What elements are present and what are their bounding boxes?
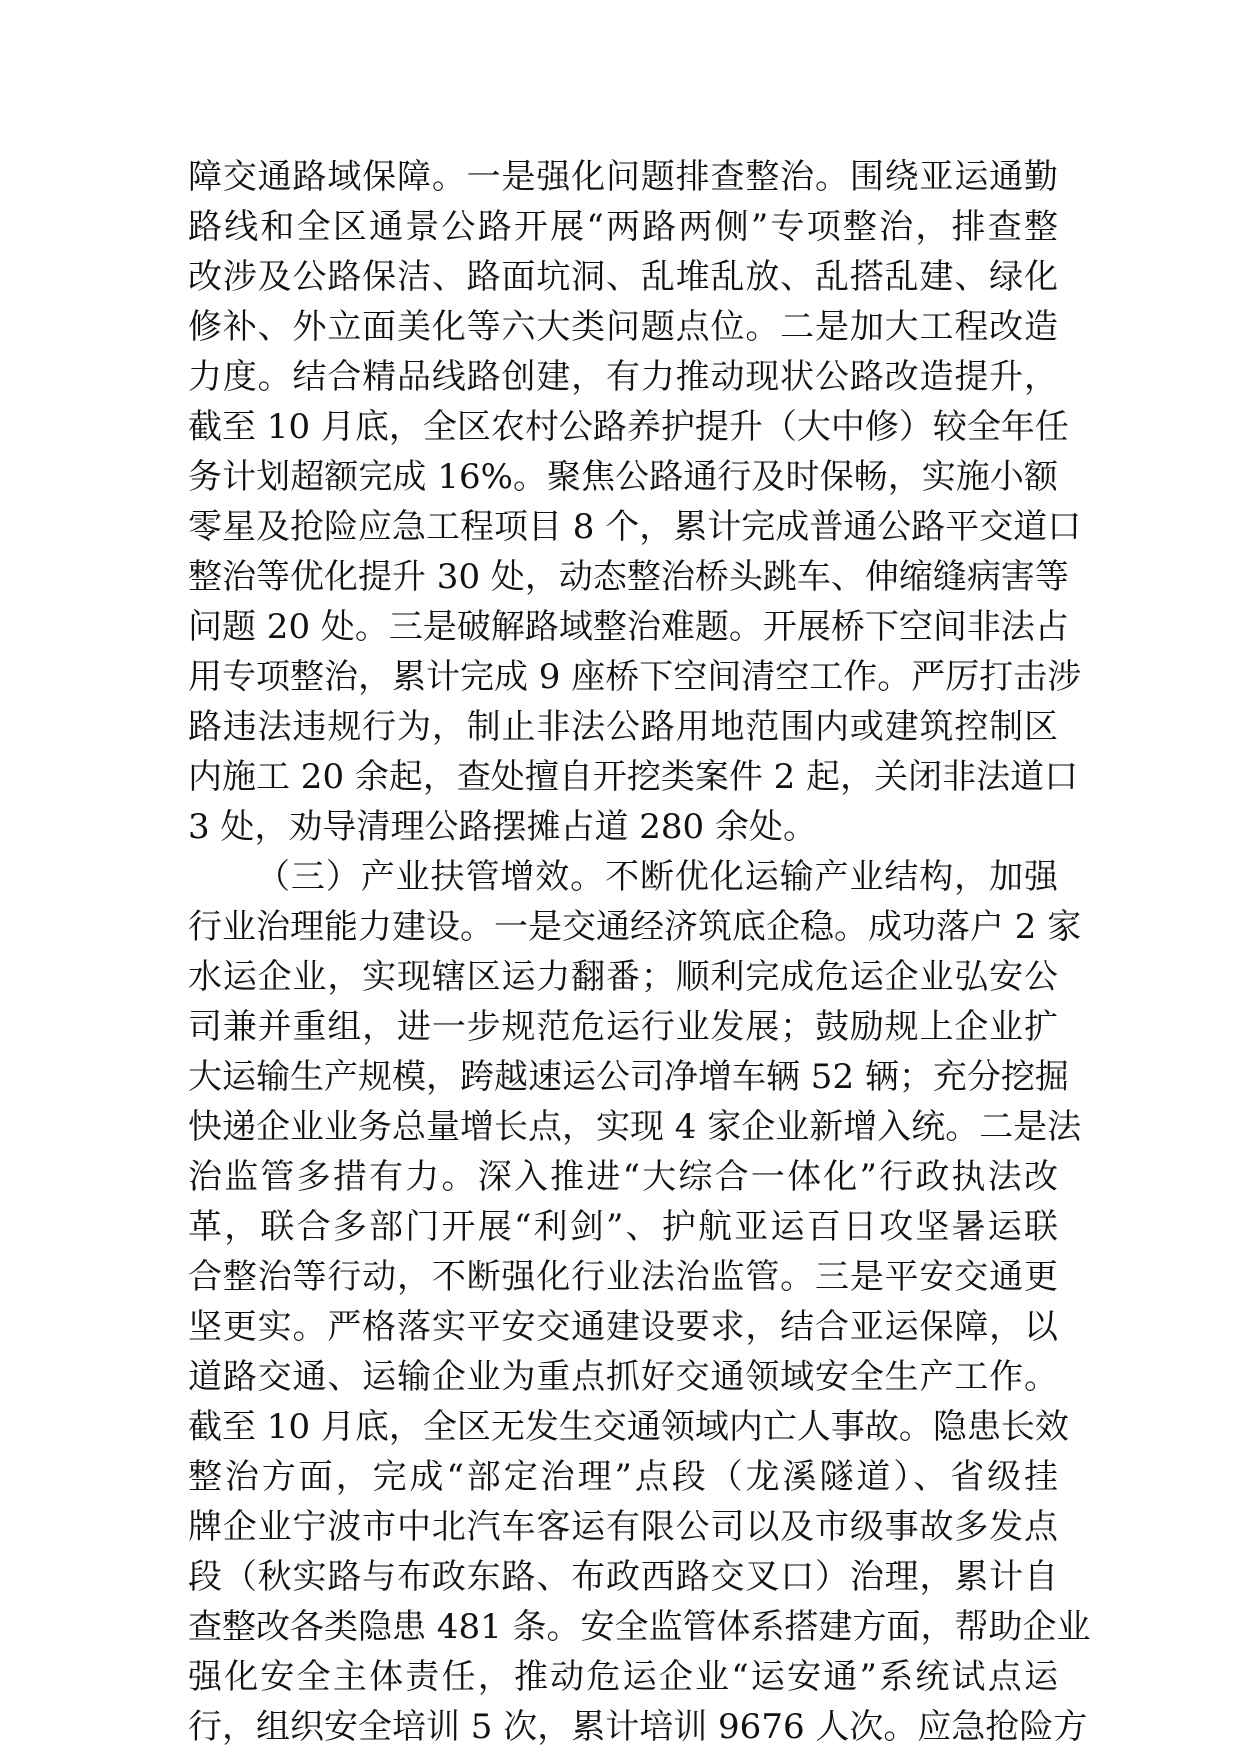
text-line: 大运输生产规模，跨越速运公司净增车辆 52 辆；充分挖掘 — [188, 1057, 1069, 1097]
text-line: 行业治理能力建设。一是交通经济筑底企稳。成功落户 2 家 — [188, 907, 1082, 947]
text-line: 用专项整治，累计完成 9 座桥下空间清空工作。严厉打击涉 — [188, 657, 1082, 697]
text-line: 障交通路域保障。一是强化问题排查整治。围绕亚运通勤 — [188, 157, 1058, 197]
text-line: 路线和全区通景公路开展“两路两侧”专项整治，排查整 — [188, 207, 1058, 247]
text-line: 行，组织安全培训 5 次，累计培训 9676 人次。应急抢险方 — [188, 1707, 1088, 1747]
text-line: 道路交通、运输企业为重点抓好交通领域安全生产工作。 — [188, 1357, 1058, 1397]
text-line: 整治方面，完成“部定治理”点段（龙溪隧道）、省级挂 — [188, 1457, 1058, 1497]
text-line: 牌企业宁波市中北汽车客运有限公司以及市级事故多发点 — [188, 1507, 1058, 1547]
text-line: 内施工 20 余起，查处擅自开挖类案件 2 起，关闭非法道口 — [188, 757, 1079, 797]
body-text — [188, 152, 1091, 1752]
text-line: 路违法违规行为，制止非法公路用地范围内或建筑控制区 — [188, 707, 1058, 747]
text-line: 强化安全主体责任，推动危运企业“运安通”系统试点运 — [188, 1657, 1058, 1697]
text-line: 力度。结合精品线路创建，有力推动现状公路改造提升， — [188, 357, 1058, 397]
text-line: 问题 20 处。三是破解路域整治难题。开展桥下空间非法占 — [188, 607, 1069, 647]
text-line: 查整改各类隐患 481 条。安全监管体系搭建方面，帮助企业 — [188, 1607, 1091, 1647]
text-line: 务计划超额完成 16%。聚焦公路通行及时保畅，实施小额 — [188, 457, 1058, 497]
text-line: 截至 10 月底，全区农村公路养护提升（大中修）较全年任 — [188, 407, 1069, 447]
text-line: 零星及抢险应急工程项目 8 个，累计完成普通公路平交道口 — [188, 507, 1082, 547]
text-line: 段（秋实路与布政东路、布政西路交叉口）治理，累计自 — [188, 1557, 1058, 1597]
section-heading-line: （三）产业扶管增效。不断优化运输产业结构，加强 — [256, 857, 1058, 897]
text-line: 治监管多措有力。深入推进“大综合一体化”行政执法改 — [188, 1157, 1058, 1197]
text-line: 司兼并重组，进一步规范危运行业发展；鼓励规上企业扩 — [188, 1007, 1058, 1047]
paragraph-end-line: 3 处，劝导清理公路摆摊占道 280 余处。 — [188, 807, 817, 847]
text-line: 整治等优化提升 30 处，动态整治桥头跳车、伸缩缝病害等 — [188, 557, 1069, 597]
text-line: 革，联合多部门开展“利剑”、护航亚运百日攻坚暑运联 — [188, 1207, 1058, 1247]
text-line: 水运企业，实现辖区运力翻番；顺利完成危运企业弘安公 — [188, 957, 1058, 997]
text-line: 改涉及公路保洁、路面坑洞、乱堆乱放、乱搭乱建、绿化 — [188, 257, 1058, 297]
text-line: 修补、外立面美化等六大类问题点位。二是加大工程改造 — [188, 307, 1058, 347]
text-line: 快递企业业务总量增长点，实现 4 家企业新增入统。二是法 — [188, 1107, 1082, 1147]
text-line: 坚更实。严格落实平安交通建设要求，结合亚运保障，以 — [188, 1307, 1058, 1347]
text-line: 截至 10 月底，全区无发生交通领域内亡人事故。隐患长效 — [188, 1407, 1069, 1447]
text-line: 合整治等行动，不断强化行业法治监管。三是平安交通更 — [188, 1257, 1058, 1297]
